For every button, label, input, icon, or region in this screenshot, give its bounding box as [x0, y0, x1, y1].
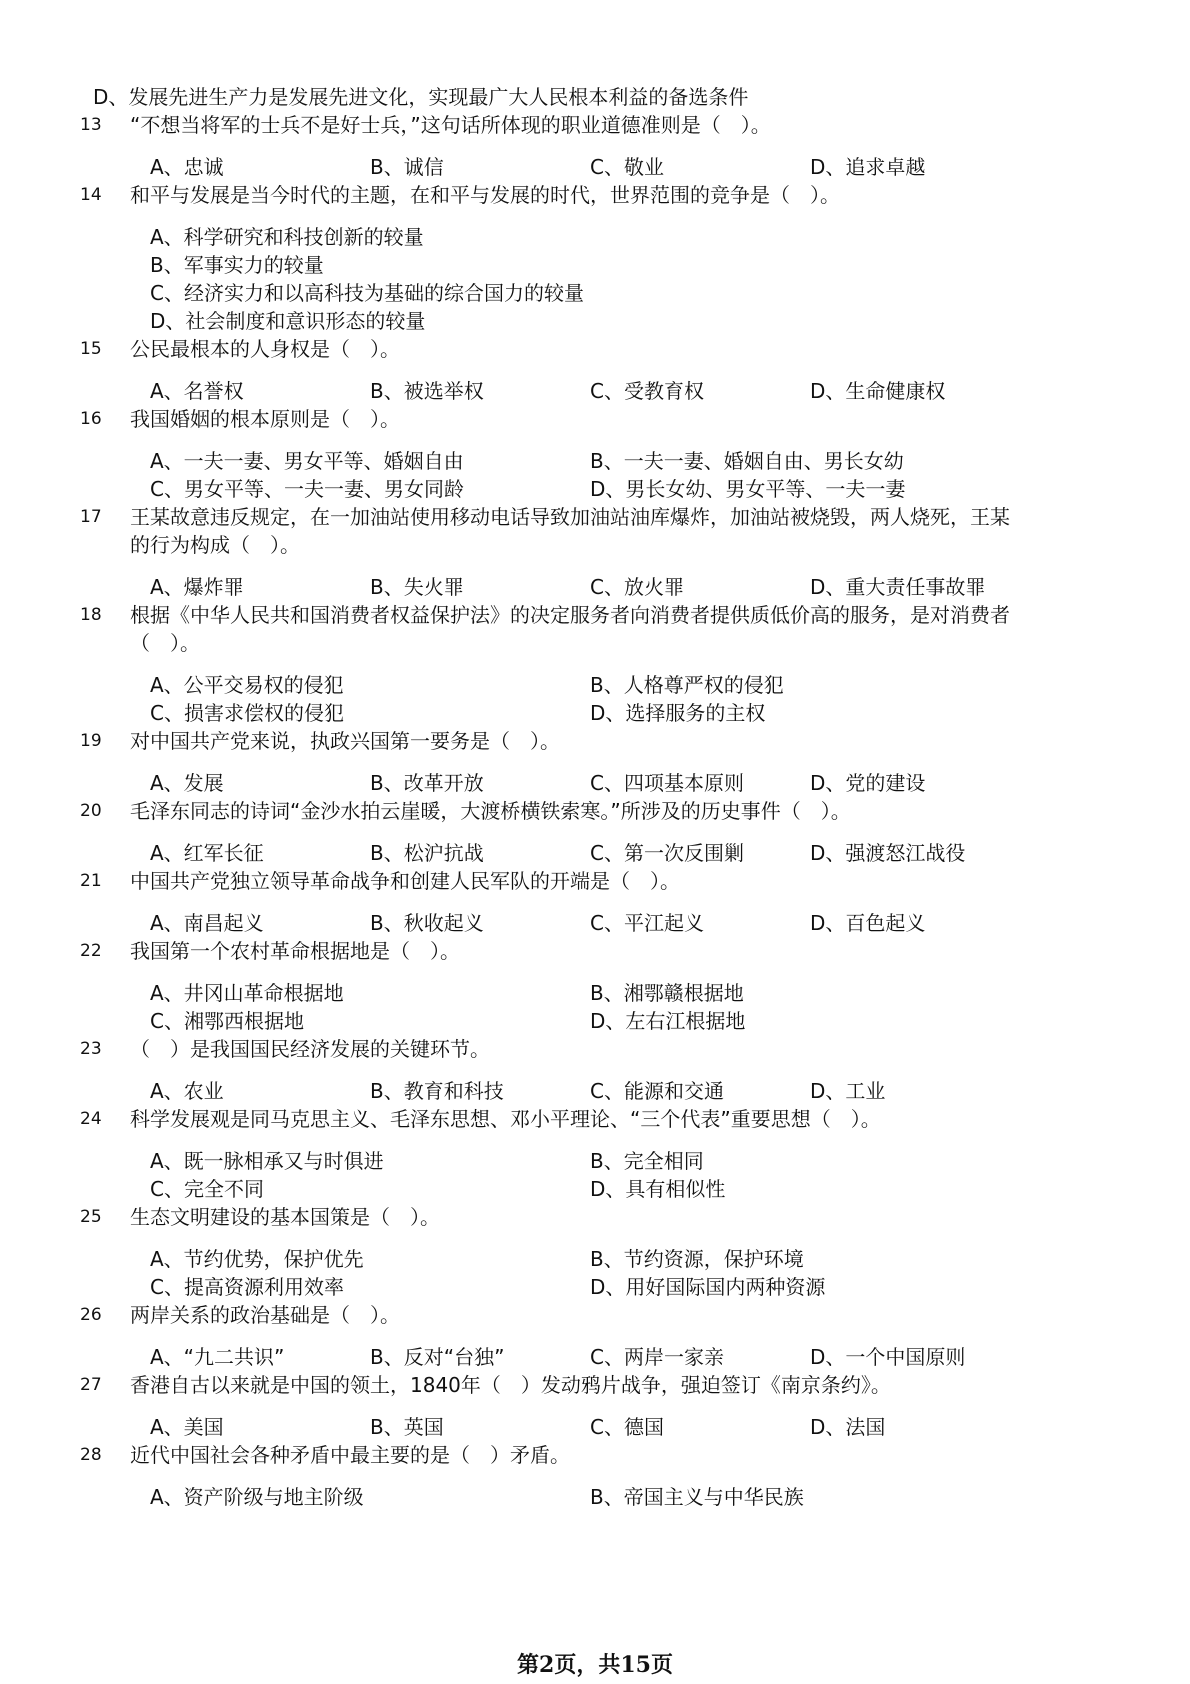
option-c: C、完全不同 [150, 1177, 264, 1201]
page-footer: 第2页，共15页 [517, 1652, 673, 1678]
option-b: B、失火罪 [370, 575, 464, 599]
option-d: D、生命健康权 [810, 379, 946, 403]
option-b: B、湘鄂赣根据地 [590, 981, 744, 1005]
option-a: A、公平交易权的侵犯 [150, 673, 344, 697]
option-b: B、反对“台独” [370, 1345, 505, 1369]
option-d: D、男长女幼、男女平等、一夫一妻 [590, 477, 906, 501]
option-d: D、党的建设 [810, 771, 926, 795]
question-text: 对中国共产党来说，执政兴国第一要务是（ ）。 [130, 729, 560, 753]
option-b: B、人格尊严权的侵犯 [590, 673, 784, 697]
option-d: D、法国 [810, 1415, 886, 1439]
option-a: A、一夫一妻、男女平等、婚姻自由 [150, 449, 464, 473]
option-a: A、美国 [150, 1415, 224, 1439]
option-c: C、湘鄂西根据地 [150, 1009, 304, 1033]
option-b: B、改革开放 [370, 771, 484, 795]
option-c: C、放火罪 [590, 575, 684, 599]
option-b: B、松沪抗战 [370, 841, 484, 865]
question-number: 19 [80, 731, 102, 751]
option-c: C、经济实力和以高科技为基础的综合国力的较量 [150, 281, 584, 305]
question-text: 和平与发展是当今时代的主题，在和平与发展的时代，世界范围的竞争是（ ）。 [130, 183, 840, 207]
question-text-cont: 的行为构成（ ）。 [130, 533, 300, 557]
option-c: C、能源和交通 [590, 1079, 724, 1103]
option-b: B、帝国主义与中华民族 [590, 1485, 804, 1509]
question-text: 科学发展观是同马克思主义、毛泽东思想、邓小平理论、“三个代表”重要思想（ ）。 [130, 1107, 881, 1131]
option-a: A、名誉权 [150, 379, 244, 403]
question-number: 26 [80, 1305, 102, 1325]
option-d: D、重大责任事故罪 [810, 575, 986, 599]
option-d: D、一个中国原则 [810, 1345, 966, 1369]
question-number: 14 [80, 185, 102, 205]
option-c: C、男女平等、一夫一妻、男女同龄 [150, 477, 464, 501]
question-number: 23 [80, 1039, 102, 1059]
option-a: A、忠诚 [150, 155, 224, 179]
option-b: B、教育和科技 [370, 1079, 504, 1103]
option-b: B、被选举权 [370, 379, 484, 403]
question-number: 20 [80, 801, 102, 821]
option-c: C、德国 [590, 1415, 664, 1439]
option-a: A、南昌起义 [150, 911, 264, 935]
question-number: 22 [80, 941, 102, 961]
option-b: B、一夫一妻、婚姻自由、男长女幼 [590, 449, 904, 473]
question-number: 28 [80, 1445, 102, 1465]
option-a: A、既一脉相承又与时俱进 [150, 1149, 384, 1173]
option-d: D、社会制度和意识形态的较量 [150, 309, 426, 333]
question-text: 王某故意违反规定，在一加油站使用移动电话导致加油站油库爆炸，加油站被烧毁，两人烧死，王某 [130, 505, 1010, 529]
option-d: D、强渡怒江战役 [810, 841, 966, 865]
option-d: D、选择服务的主权 [590, 701, 766, 725]
question-text: 毛泽东同志的诗词“金沙水拍云崖暖，大渡桥横铁索寒。”所涉及的历史事件（ ）。 [130, 799, 851, 823]
option-a: A、红军长征 [150, 841, 264, 865]
option-a: A、爆炸罪 [150, 575, 244, 599]
option-d: D、左右江根据地 [590, 1009, 746, 1033]
question-text: 我国第一个农村革命根据地是（ ）。 [130, 939, 460, 963]
option-c: C、平江起义 [590, 911, 704, 935]
option-d: D、工业 [810, 1079, 886, 1103]
option-c: C、受教育权 [590, 379, 704, 403]
option-a: A、发展 [150, 771, 224, 795]
question-text: 中国共产党独立领导革命战争和创建人民军队的开端是（ ）。 [130, 869, 680, 893]
option-d: D、追求卓越 [810, 155, 926, 179]
option-b: B、诚信 [370, 155, 444, 179]
question-text: 我国婚姻的根本原则是（ ）。 [130, 407, 400, 431]
option-a: A、节约优势，保护优先 [150, 1247, 364, 1271]
option-a: A、资产阶级与地主阶级 [150, 1485, 364, 1509]
option-b: B、英国 [370, 1415, 444, 1439]
option-c: C、损害求偿权的侵犯 [150, 701, 344, 725]
question-text: 近代中国社会各种矛盾中最主要的是（ ）矛盾。 [130, 1443, 570, 1467]
question-text: “不想当将军的士兵不是好士兵，”这句话所体现的职业道德准则是（ ）。 [130, 113, 771, 137]
option-c: C、提高资源利用效率 [150, 1275, 344, 1299]
question-number: 24 [80, 1109, 102, 1129]
option-d: D、具有相似性 [590, 1177, 726, 1201]
question-number: 17 [80, 507, 102, 527]
question-number: 18 [80, 605, 102, 625]
question-text: 两岸关系的政治基础是（ ）。 [130, 1303, 400, 1327]
option-a: A、农业 [150, 1079, 224, 1103]
question-number: 16 [80, 409, 102, 429]
question-text: （ ）是我国国民经济发展的关键环节。 [130, 1037, 490, 1061]
option-d-prev: D、发展先进生产力是发展先进文化，实现最广大人民根本利益的备选条件 [93, 85, 749, 109]
question-number: 25 [80, 1207, 102, 1227]
question-text: 公民最根本的人身权是（ ）。 [130, 337, 400, 361]
option-b: B、节约资源，保护环境 [590, 1247, 804, 1271]
question-number: 15 [80, 339, 102, 359]
question-text: 生态文明建设的基本国策是（ ）。 [130, 1205, 440, 1229]
question-number: 27 [80, 1375, 102, 1395]
option-b: B、完全相同 [590, 1149, 704, 1173]
option-c: C、第一次反围剿 [590, 841, 744, 865]
question-text: 根据《中华人民共和国消费者权益保护法》的决定服务者向消费者提供质低价高的服务，是对消费者 [130, 603, 1010, 627]
question-number: 21 [80, 871, 102, 891]
option-a: A、“九二共识” [150, 1345, 285, 1369]
option-a: A、井冈山革命根据地 [150, 981, 344, 1005]
option-d: D、百色起义 [810, 911, 926, 935]
option-a: A、科学研究和科技创新的较量 [150, 225, 424, 249]
option-c: C、两岸一家亲 [590, 1345, 724, 1369]
question-number: 13 [80, 115, 102, 135]
option-c: C、敬业 [590, 155, 664, 179]
option-d: D、用好国际国内两种资源 [590, 1275, 826, 1299]
question-text-cont: （ ）。 [130, 631, 200, 655]
option-b: B、秋收起义 [370, 911, 484, 935]
question-text: 香港自古以来就是中国的领土，1840年（ ）发动鸦片战争，强迫签订《南京条约》。 [130, 1373, 891, 1397]
option-b: B、军事实力的较量 [150, 253, 324, 277]
option-c: C、四项基本原则 [590, 771, 744, 795]
